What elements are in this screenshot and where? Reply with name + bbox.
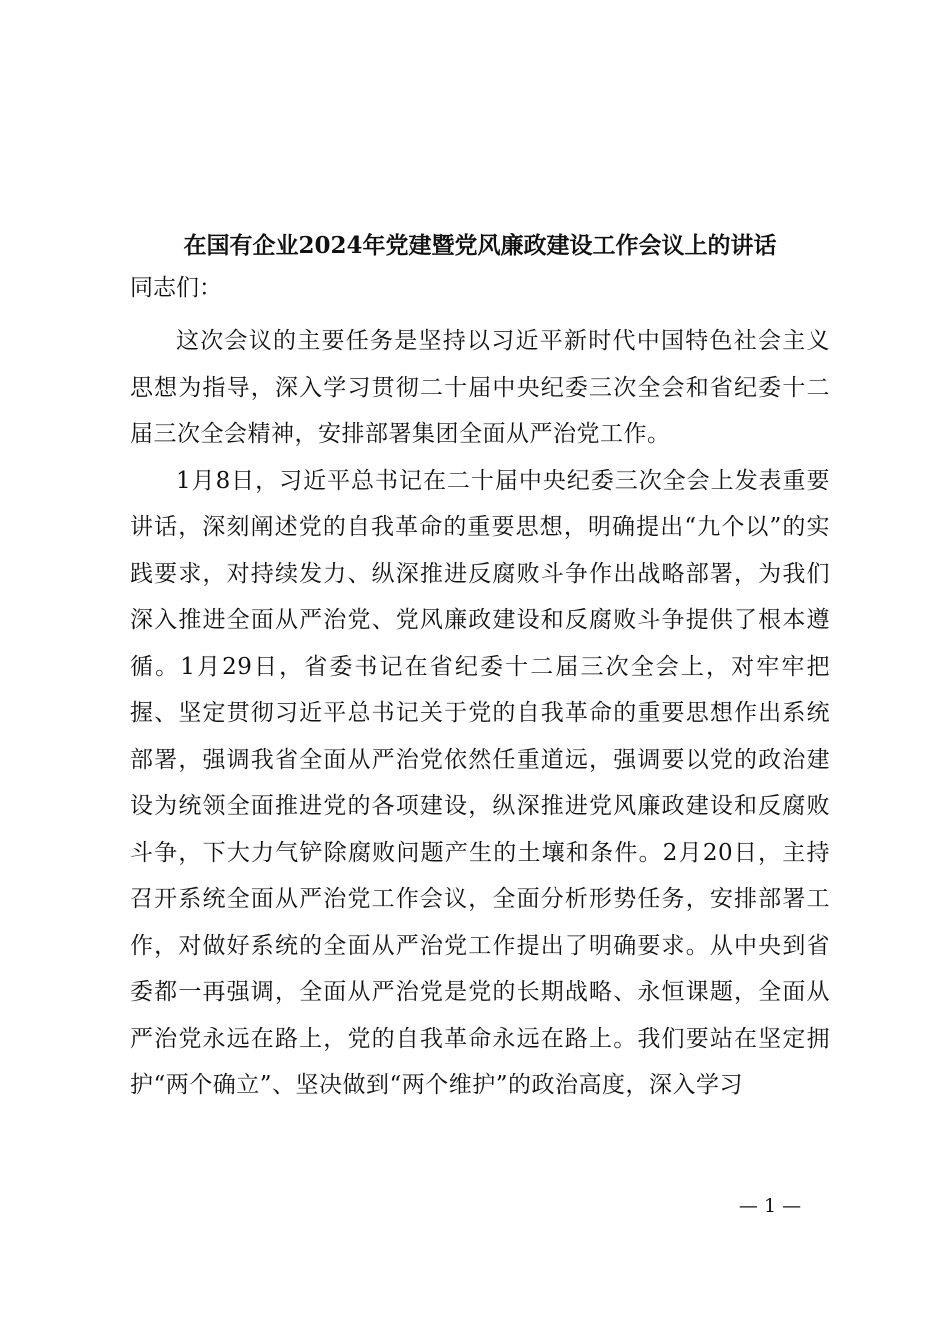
salutation: 同志们： <box>130 275 222 301</box>
document-title: 在国有企业2024年党建暨党风廉政建设工作会议上的讲话 <box>183 232 777 259</box>
paragraph-2: 1月8日，习近平总书记在二十届中央纪委三次全会上发表重要讲话，深刻阐述党的自我革命的重要思想，明确提出“九个以”的实践要求，对持续发力、纵深推进反腐败斗争作出战略部署，为我们深入推进全面从严治党、党风廉政建设和反腐败斗争提供了根本遵循。1月29日，省委书记在省纪委十二届三次全会上，对牢牢把握、坚定贯彻习近平总书记关于党的自我革命的重要思想作出系统部署，强调我省全面从严治党依然任重道远，强调要以党的政治建设为统领全面推进党的各项建设，纵深推进党风廉政建设和反腐败斗争，下大力气铲除腐败问题产生的土壤和条件。2月20日，主持召开系统全面从严治党工作会议，全面分析形势任务，安排部署工作，对做好系统的全面从严治党工作提出了明确要求。从中央到省委都一再强调，全面从严治党是党的长期战略、永恒课题，全面从严治党永远在路上，党的自我革命永远在路上。我们要站在坚定拥护“两个确立”、坚决做到“两个维护”的政治高度，深入学习 <box>130 467 830 1098</box>
paragraph-1: 这次会议的主要任务是坚持以习近平新时代中国特色社会主义思想为指导，深入学习贯彻二十届中央纪委三次全会和省纪委十二届三次全会精神，安排部署集团全面从严治党工作。 <box>130 328 830 447</box>
page-number: — 1 — <box>738 1195 802 1217</box>
document-body <box>130 318 830 1109</box>
